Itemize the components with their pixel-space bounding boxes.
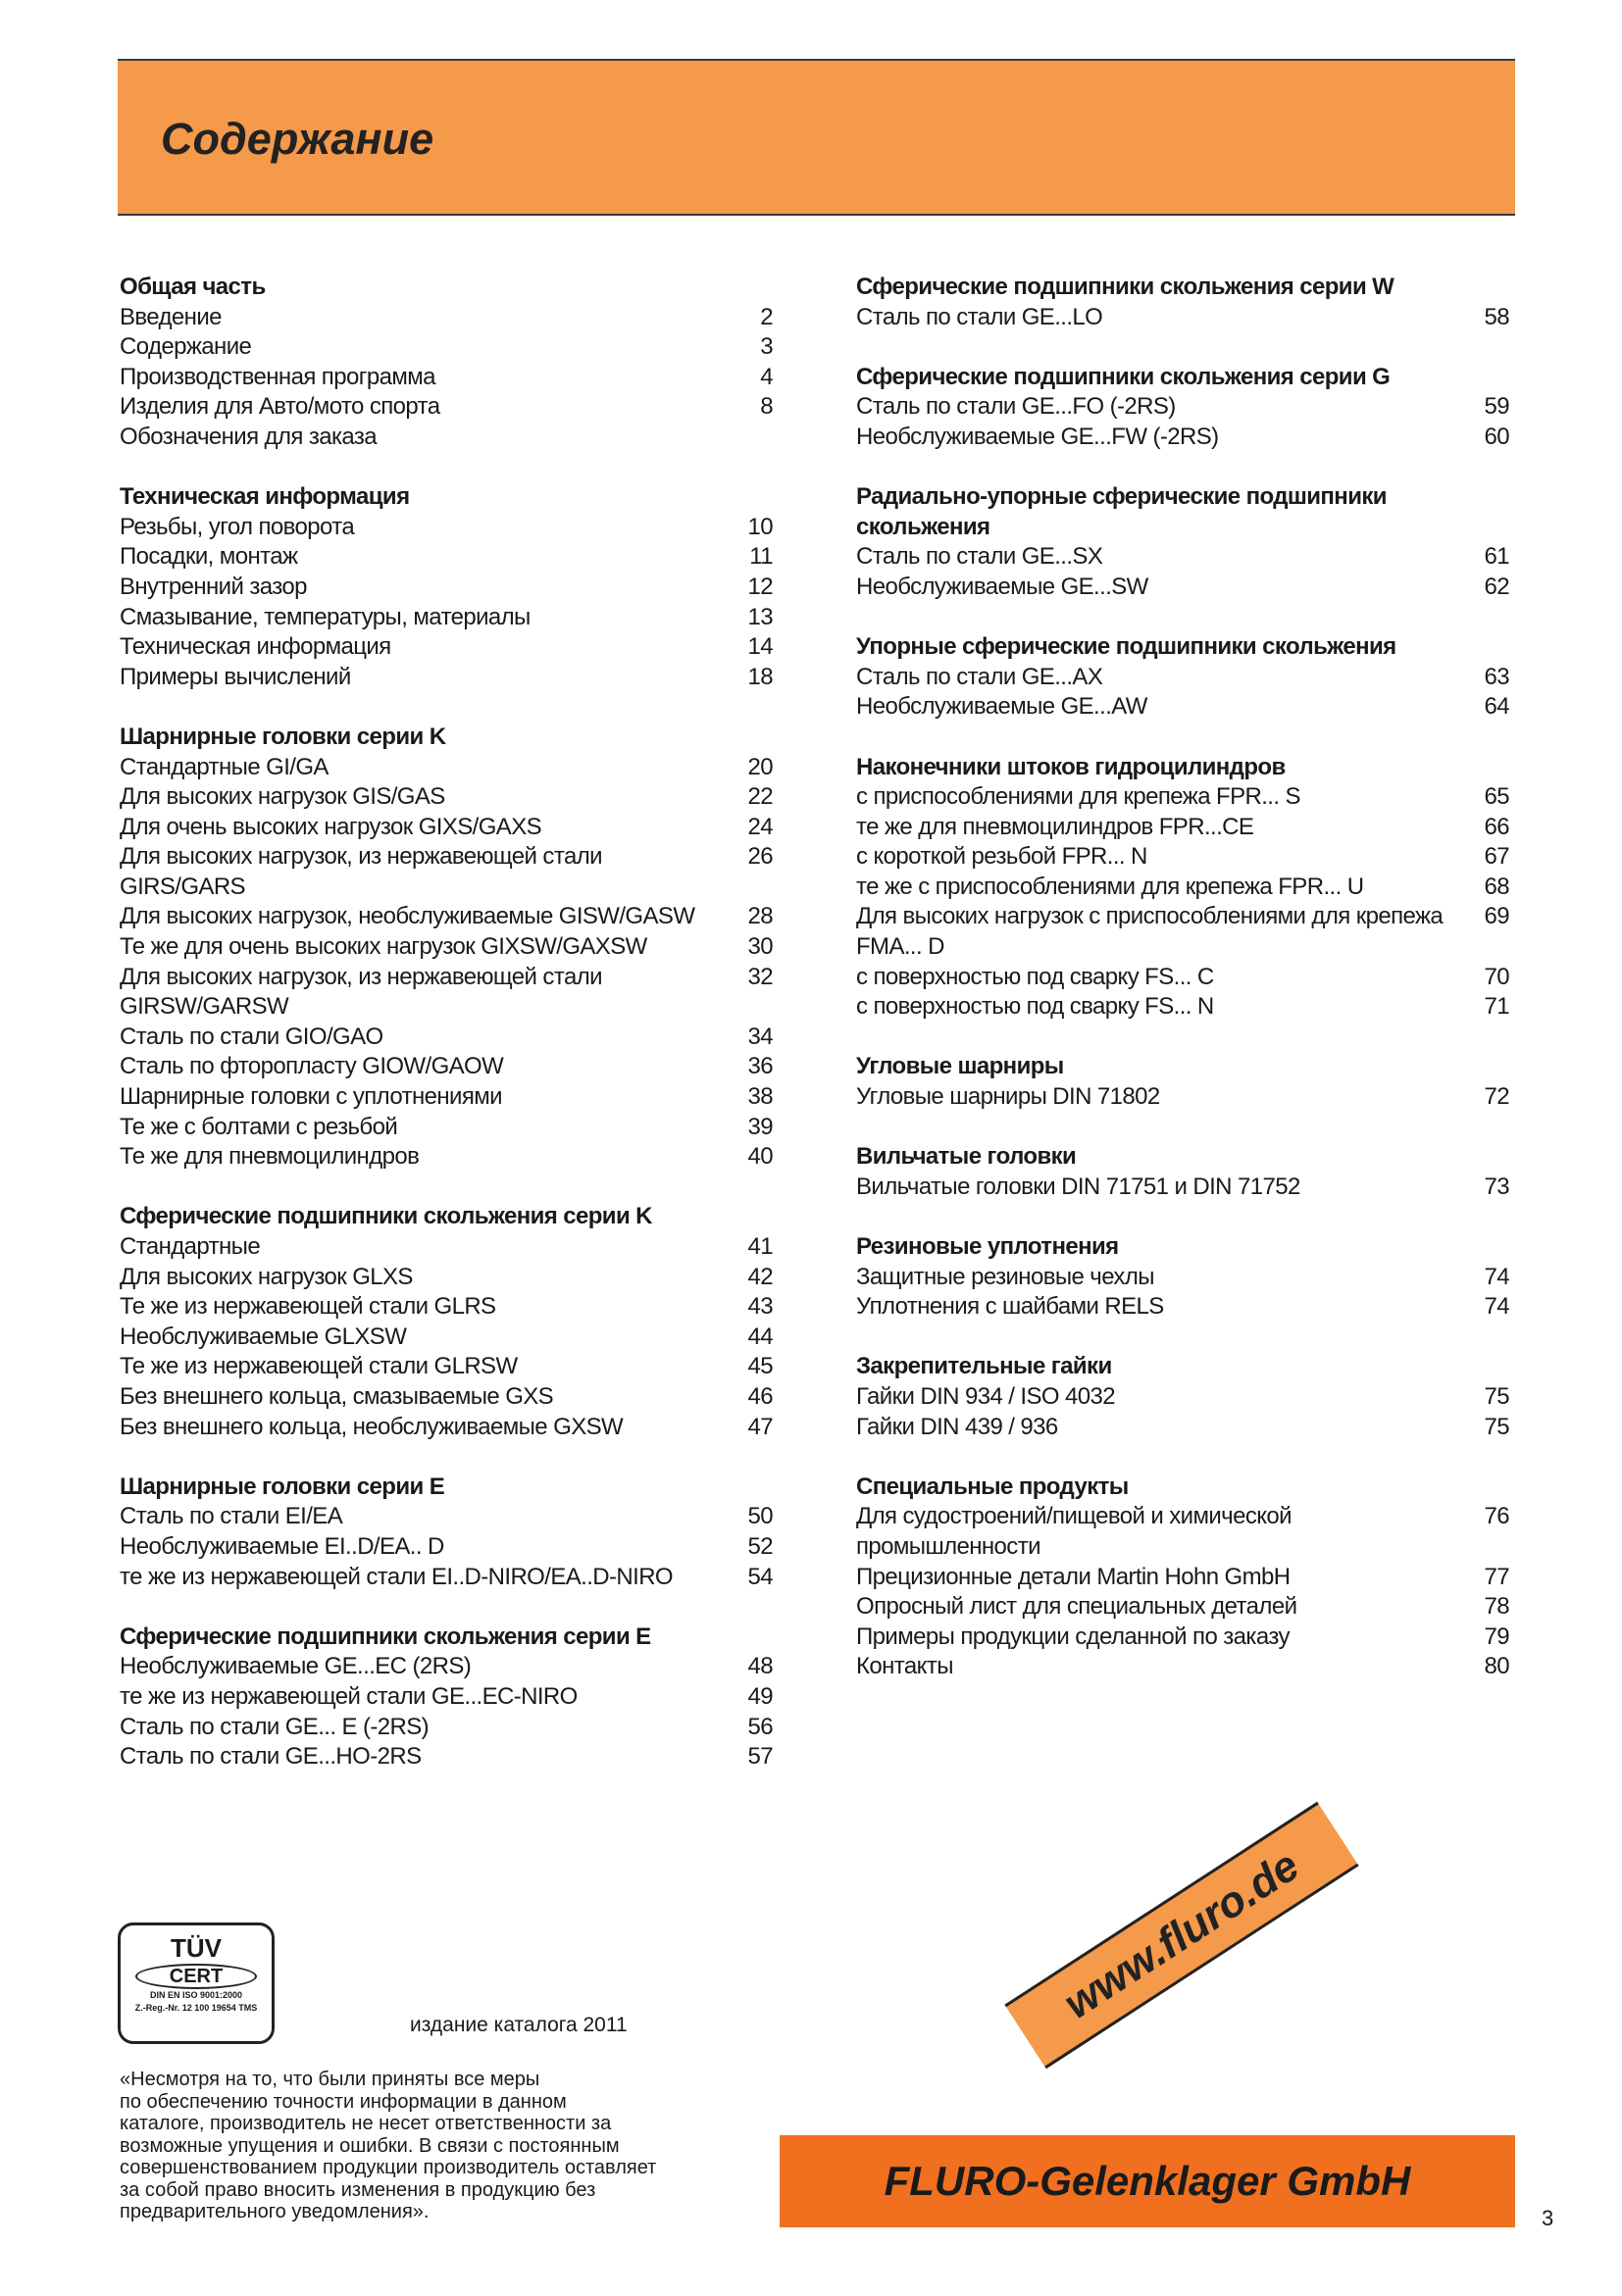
- toc-section: [856, 1232, 1509, 1323]
- entry-page: 79: [1484, 1622, 1509, 1650]
- tuv-cert-logo: [118, 1922, 275, 2044]
- toc-entry[interactable]: [120, 1713, 773, 1743]
- toc-entry[interactable]: [856, 573, 1509, 603]
- entry-title: Для высоких нагрузок, необслуживаемые GISW/GASW: [120, 903, 695, 930]
- toc-entry[interactable]: [856, 813, 1509, 843]
- section-heading: Сферические подшипники скольжения серии G: [856, 363, 1391, 390]
- entry-title: Угловые шарниры DIN 71802: [856, 1083, 1160, 1111]
- entry-title: Примеры вычислений: [120, 663, 351, 690]
- entry-title: Внутренний зазор: [120, 573, 307, 600]
- entry-page: 63: [1484, 663, 1509, 690]
- entry-page: 75: [1484, 1413, 1509, 1440]
- entry-page: 43: [747, 1293, 773, 1321]
- entry-page: 28: [747, 903, 773, 930]
- disclaimer-text: «Несмотря на то, что были приняты все меры по обеспечению точности информации в данном каталоге, производитель не несет ответственности за возможные упущения и ошибки. В связи с постоянным совершенствованием продукции производитель оставляет за собой право вносить изменения в продукцию без предварительного уведомления».: [120, 2069, 657, 2222]
- toc-entry[interactable]: [856, 963, 1509, 993]
- entry-page: 44: [747, 1323, 773, 1350]
- toc-section: [120, 482, 773, 692]
- toc-entry[interactable]: [120, 392, 773, 423]
- entry-title: Опросный лист для специальных деталей: [856, 1593, 1297, 1621]
- entry-title: Примеры продукции сделанной по заказу: [856, 1622, 1290, 1650]
- entry-page: 68: [1484, 873, 1509, 900]
- entry-page: 67: [1484, 843, 1509, 871]
- cert-logo-text: CERT: [135, 1964, 257, 1989]
- entry-page: 20: [747, 753, 773, 780]
- toc-entry[interactable]: [120, 303, 773, 333]
- entry-page: 77: [1484, 1563, 1509, 1590]
- entry-title: Те же из нержавеющей стали GLRSW: [120, 1353, 518, 1380]
- entry-page: 49: [747, 1682, 773, 1710]
- company-name: FLURO-Gelenklager GmbH: [884, 2158, 1411, 2204]
- page-header: [118, 59, 1515, 216]
- entry-title: с поверхностью под сварку FS... N: [856, 993, 1214, 1021]
- toc-entry[interactable]: [856, 902, 1509, 962]
- entry-page: 39: [747, 1113, 773, 1140]
- section-heading: Радиально-упорные сферические подшипники скольжения: [856, 483, 1387, 540]
- toc-entry[interactable]: [120, 513, 773, 543]
- toc-entry[interactable]: [120, 1352, 773, 1382]
- toc-entry[interactable]: [856, 1082, 1509, 1113]
- entry-title: Введение: [120, 303, 222, 330]
- section-heading: Закрепительные гайки: [856, 1353, 1112, 1380]
- toc-entry[interactable]: [120, 632, 773, 663]
- entry-title: Те же для пневмоцилиндров: [120, 1143, 420, 1171]
- entry-page: 40: [747, 1143, 773, 1171]
- toc-entry[interactable]: [856, 423, 1509, 453]
- toc-entry[interactable]: [120, 1082, 773, 1113]
- toc-entry[interactable]: [120, 1532, 773, 1563]
- entry-page: 34: [747, 1023, 773, 1050]
- toc-entry[interactable]: [120, 1052, 773, 1082]
- toc-entry[interactable]: [856, 782, 1509, 813]
- toc-entry[interactable]: [856, 1592, 1509, 1622]
- toc-section: [120, 723, 773, 1173]
- entry-title: Контакты: [856, 1653, 953, 1680]
- entry-page: 75: [1484, 1382, 1509, 1410]
- entry-page: 50: [747, 1503, 773, 1530]
- entry-title: Резьбы, угол поворота: [120, 513, 355, 540]
- toc-entry[interactable]: [120, 1113, 773, 1143]
- section-heading: Шарнирные головки серии E: [120, 1472, 445, 1500]
- entry-page: 74: [1484, 1263, 1509, 1290]
- toc-entry[interactable]: [856, 392, 1509, 423]
- entry-title: Для очень высоких нагрузок GIXS/GAXS: [120, 813, 542, 840]
- entry-page: 74: [1484, 1293, 1509, 1321]
- toc-entry[interactable]: [120, 663, 773, 693]
- entry-title: Прецизионные детали Martin Hohn GmbH: [856, 1563, 1291, 1590]
- entry-page: 56: [747, 1713, 773, 1740]
- toc-section: [120, 1622, 773, 1772]
- company-footer: [780, 2135, 1515, 2227]
- entry-title: те же из нержавеющей стали GE...EC-NIRO: [120, 1682, 578, 1710]
- toc-entry[interactable]: [120, 1023, 773, 1053]
- toc-section: [856, 632, 1509, 723]
- toc-section: [856, 363, 1509, 453]
- entry-title: те же из нержавеющей стали EI..D-NIRO/EA..D-NIRO: [120, 1563, 673, 1590]
- entry-title: Сталь по стали GE...FO (-2RS): [856, 393, 1176, 421]
- entry-title: Сталь по стали EI/EA: [120, 1503, 343, 1530]
- toc-section: [856, 1142, 1509, 1202]
- entry-page: 73: [1484, 1173, 1509, 1200]
- entry-page: 57: [747, 1743, 773, 1771]
- entry-page: 2: [760, 303, 773, 330]
- entry-page: 58: [1484, 303, 1509, 330]
- entry-title: Стандартные: [120, 1233, 261, 1260]
- entry-page: 60: [1484, 423, 1509, 450]
- toc-entry[interactable]: [120, 1413, 773, 1443]
- section-heading: Сферические подшипники скольжения серии W: [856, 274, 1394, 300]
- toc-entry[interactable]: [856, 1502, 1509, 1562]
- toc-entry[interactable]: [856, 663, 1509, 693]
- entry-title: Без внешнего кольца, смазываемые GXS: [120, 1382, 554, 1410]
- entry-page: 78: [1484, 1593, 1509, 1621]
- entry-title: Стандартные GI/GA: [120, 753, 329, 780]
- section-heading: Специальные продукты: [856, 1472, 1129, 1500]
- toc-entry[interactable]: [120, 1652, 773, 1682]
- toc-entry[interactable]: [120, 332, 773, 363]
- tuv-logo-text: TÜV: [171, 1933, 222, 1963]
- toc-entry[interactable]: [120, 1682, 773, 1713]
- toc-entry[interactable]: [120, 963, 773, 1023]
- entry-page: 54: [747, 1563, 773, 1590]
- toc-entry[interactable]: [856, 1413, 1509, 1443]
- entry-page: 62: [1484, 573, 1509, 600]
- toc-section: [856, 273, 1509, 332]
- toc-entry[interactable]: [120, 753, 773, 783]
- iso-standard: DIN EN ISO 9001:2000: [149, 1990, 243, 2000]
- entry-title: с приспособлениями для крепежа FPR... S: [856, 783, 1300, 811]
- entry-title: Сталь по стали GE...AX: [856, 663, 1103, 690]
- entry-title: Необслуживаемые GE...FW (-2RS): [856, 423, 1219, 450]
- entry-title: Сталь по стали GIO/GAO: [120, 1023, 383, 1050]
- entry-title: с короткой резьбой FPR... N: [856, 843, 1147, 871]
- toc-entry[interactable]: [856, 542, 1509, 573]
- toc-entry[interactable]: [856, 1263, 1509, 1293]
- entry-title: Для высоких нагрузок с приспособлениями для крепежа FMA... D: [856, 903, 1444, 961]
- entry-title: Обозначения для заказа: [120, 423, 378, 450]
- entry-page: 42: [747, 1263, 773, 1290]
- section-heading: Вильчатые головки: [856, 1143, 1077, 1171]
- section-heading: Шарнирные головки серии K: [120, 723, 446, 750]
- toc-entry[interactable]: [856, 992, 1509, 1023]
- page-title: Содержание: [161, 114, 434, 164]
- toc-entry[interactable]: [856, 873, 1509, 903]
- entry-title: Техническая информация: [120, 633, 391, 661]
- entry-page: 72: [1484, 1083, 1509, 1111]
- toc-entry[interactable]: [120, 1742, 773, 1772]
- entry-title: с поверхностью под сварку FS... C: [856, 963, 1214, 990]
- toc-entry[interactable]: [856, 303, 1509, 333]
- page-number: 3: [1542, 2206, 1554, 2230]
- toc-section: [856, 482, 1509, 602]
- entry-page: 45: [747, 1353, 773, 1380]
- entry-page: 36: [747, 1053, 773, 1080]
- section-heading: Угловые шарниры: [856, 1053, 1064, 1080]
- entry-page: 48: [747, 1653, 773, 1680]
- entry-page: 26: [747, 843, 773, 871]
- toc-entry[interactable]: [120, 842, 773, 902]
- entry-title: Без внешнего кольца, необслуживаемые GXSW: [120, 1413, 624, 1440]
- toc-section: [856, 1472, 1509, 1682]
- entry-title: Необслуживаемые GE...AW: [856, 693, 1147, 721]
- entry-title: Посадки, монтаж: [120, 543, 298, 571]
- section-heading: Упорные сферические подшипники скольжения: [856, 633, 1396, 661]
- toc-entry[interactable]: [120, 1232, 773, 1263]
- entry-title: те же с приспособлениями для крепежа FPR... U: [856, 873, 1364, 900]
- entry-page: 52: [747, 1532, 773, 1560]
- entry-page: 46: [747, 1382, 773, 1410]
- entry-title: те же для пневмоцилиндров FPR...CE: [856, 813, 1254, 840]
- entry-page: 70: [1484, 963, 1509, 990]
- toc-entry[interactable]: [856, 692, 1509, 723]
- entry-title: Необслуживаемые GLXSW: [120, 1323, 407, 1350]
- toc-entry[interactable]: [120, 902, 773, 932]
- entry-title: Производственная программа: [120, 363, 435, 390]
- toc-entry[interactable]: [120, 363, 773, 393]
- entry-title: Изделия для Авто/мото спорта: [120, 393, 440, 421]
- section-heading: Техническая информация: [120, 483, 410, 511]
- entry-page: 22: [747, 783, 773, 811]
- entry-page: 71: [1484, 993, 1509, 1021]
- entry-title: Сталь по стали GE...LO: [856, 303, 1103, 330]
- entry-title: Сталь по стали GE...SX: [856, 543, 1103, 571]
- toc-entry[interactable]: [120, 1263, 773, 1293]
- entry-page: 12: [747, 573, 773, 600]
- entry-page: 10: [747, 513, 773, 540]
- entry-page: 47: [747, 1413, 773, 1440]
- entry-title: Защитные резиновые чехлы: [856, 1263, 1154, 1290]
- toc-entry[interactable]: [120, 1382, 773, 1413]
- toc-entry[interactable]: [856, 842, 1509, 873]
- entry-page: 11: [749, 543, 773, 571]
- toc-entry[interactable]: [856, 1382, 1509, 1413]
- entry-title: Те же из нержавеющей стали GLRS: [120, 1293, 496, 1321]
- entry-page: 64: [1484, 693, 1509, 721]
- entry-title: Для высоких нагрузок GLXS: [120, 1263, 413, 1290]
- entry-page: 69: [1484, 903, 1509, 930]
- entry-title: Сталь по стали GE... E (-2RS): [120, 1713, 430, 1740]
- entry-page: 3: [760, 333, 773, 361]
- entry-page: 41: [747, 1233, 773, 1260]
- entry-title: Вильчатые головки DIN 71751 и DIN 71752: [856, 1173, 1300, 1200]
- entry-title: Для высоких нагрузок, из нержавеющей стали GIRS/GARS: [120, 843, 602, 900]
- section-heading: Сферические подшипники скольжения серии E: [120, 1622, 651, 1650]
- section-heading: Резиновые уплотнения: [856, 1233, 1119, 1260]
- toc-entry[interactable]: [120, 932, 773, 963]
- entry-title: Для судостроений/пищевой и химической промышленности: [856, 1503, 1292, 1560]
- entry-title: Гайки DIN 934 / ISO 4032: [856, 1382, 1116, 1410]
- entry-page: 14: [747, 633, 773, 661]
- toc-entry[interactable]: [856, 1292, 1509, 1323]
- toc-entry[interactable]: [120, 542, 773, 573]
- toc-entry[interactable]: [120, 1563, 773, 1593]
- toc-section: [856, 753, 1509, 1023]
- toc-entry[interactable]: [120, 1292, 773, 1323]
- toc-right-column: [856, 273, 1509, 1713]
- entry-page: 61: [1484, 543, 1509, 571]
- toc-section: [856, 1052, 1509, 1112]
- toc-entry[interactable]: [120, 423, 773, 453]
- entry-page: 30: [747, 933, 773, 961]
- entry-title: Необслуживаемые GE...SW: [856, 573, 1148, 600]
- entry-page: 76: [1484, 1503, 1509, 1530]
- entry-page: 32: [747, 963, 773, 990]
- toc-entry[interactable]: [120, 603, 773, 633]
- toc-entry[interactable]: [120, 813, 773, 843]
- toc-section: [120, 1202, 773, 1442]
- entry-title: Смазывание, температуры, материалы: [120, 603, 531, 630]
- toc-entry[interactable]: [120, 782, 773, 813]
- toc-entry[interactable]: [856, 1652, 1509, 1682]
- website-stamp[interactable]: [1004, 1802, 1358, 2069]
- entry-title: Необслуживаемые EI..D/EA.. D: [120, 1532, 444, 1560]
- entry-title: Содержание: [120, 333, 252, 361]
- toc-entry[interactable]: [120, 1502, 773, 1532]
- toc-entry[interactable]: [856, 1622, 1509, 1653]
- section-heading: Сферические подшипники скольжения серии K: [120, 1203, 652, 1230]
- entry-title: Уплотнения с шайбами RELS: [856, 1293, 1164, 1321]
- entry-title: Шарнирные головки с уплотнениями: [120, 1083, 502, 1111]
- website-link[interactable]: www.fluro.de: [1055, 1841, 1308, 2028]
- catalog-edition: издание каталога 2011: [410, 2014, 628, 2036]
- entry-title: Гайки DIN 439 / 936: [856, 1413, 1058, 1440]
- entry-title: Необслуживаемые GE...EC (2RS): [120, 1653, 472, 1680]
- section-heading: Наконечники штоков гидроцилиндров: [856, 753, 1286, 780]
- toc-entry[interactable]: [120, 1142, 773, 1173]
- entry-title: Те же с болтами с резьбой: [120, 1113, 398, 1140]
- entry-title: Те же для очень высоких нагрузок GIXSW/GAXSW: [120, 933, 647, 961]
- entry-page: 59: [1484, 393, 1509, 421]
- entry-page: 66: [1484, 813, 1509, 840]
- entry-page: 8: [760, 393, 773, 421]
- toc-entry[interactable]: [856, 1563, 1509, 1593]
- entry-page: 80: [1484, 1653, 1509, 1680]
- entry-page: 18: [747, 663, 773, 690]
- toc-section: [856, 1352, 1509, 1442]
- entry-page: 13: [747, 603, 773, 630]
- entry-page: 4: [760, 363, 773, 390]
- registration-number: Z.-Reg.-Nr. 12 100 19654 TMS: [134, 2003, 258, 2013]
- entry-page: 38: [747, 1083, 773, 1111]
- section-heading: Общая часть: [120, 274, 266, 300]
- entry-page: 65: [1484, 783, 1509, 811]
- entry-title: Для высоких нагрузок, из нержавеющей стали GIRSW/GARSW: [120, 963, 602, 1021]
- entry-page: 24: [747, 813, 773, 840]
- toc-section: [120, 273, 773, 453]
- toc-left-column: [120, 273, 773, 1802]
- entry-title: Сталь по стали GE...HO-2RS: [120, 1743, 422, 1771]
- toc-entry[interactable]: [856, 1173, 1509, 1203]
- entry-title: Сталь по фторопласту GIOW/GAOW: [120, 1053, 504, 1080]
- entry-title: Для высоких нагрузок GIS/GAS: [120, 783, 445, 811]
- toc-entry[interactable]: [120, 573, 773, 603]
- toc-entry[interactable]: [120, 1323, 773, 1353]
- toc-section: [120, 1472, 773, 1592]
